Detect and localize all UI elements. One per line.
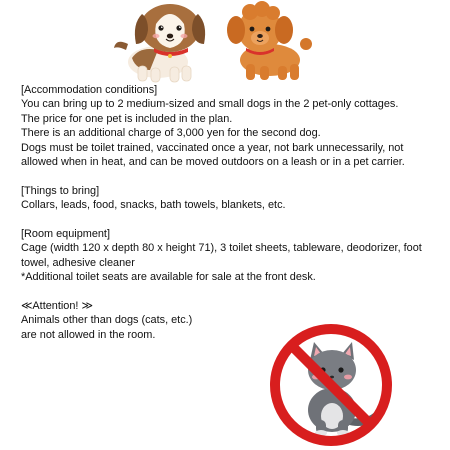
attention-line-2: are not allowed in the room. [21,328,156,341]
accommodation-line-1: You can bring up to 2 medium-sized and small dogs in the 2 pet-only cottages. [21,98,399,111]
attention-line-1: Animals other than dogs (cats, etc.) [21,314,193,327]
accommodation-line-4: Dogs must be toilet trained, vaccinated once a year, not bark unnecessarily, not allowed when in heat, and can be moved outdoors on a leash or in a pet carrier. [21,141,405,169]
things-to-bring-heading: [Things to bring] [21,184,100,197]
things-to-bring-line-1: Collars, leads, food, snacks, bath towels, blankets, etc. [21,199,286,212]
room-equipment-heading: [Room equipment] [21,228,110,241]
no-cats-prohibition-icon [266,320,396,450]
poodle-dog-icon [227,1,312,80]
accommodation-heading: [Accommodation conditions] [21,84,158,96]
room-equipment-line-1: Cage (width 120 x depth 80 x height 71), 3 toilet sheets, tableware, deodorizer, foot towel, adhesive cleaner [21,242,422,269]
attention-heading: ≪Attention! ≫ [21,300,93,313]
spacer [21,213,436,227]
beagle-dog-icon [114,4,205,82]
accommodation-line-3: There is an additional charge of 3,000 yen for the second dog. [21,127,321,140]
spacer [21,285,436,299]
spacer [21,169,436,183]
room-equipment-line-2: *Additional toilet seats are available for sale at the front desk. [21,271,316,284]
info-text-block [21,83,436,342]
accommodation-line-2: The price for one pet is included in the plan. [21,112,233,125]
two-cartoon-dogs-icon [110,0,325,84]
